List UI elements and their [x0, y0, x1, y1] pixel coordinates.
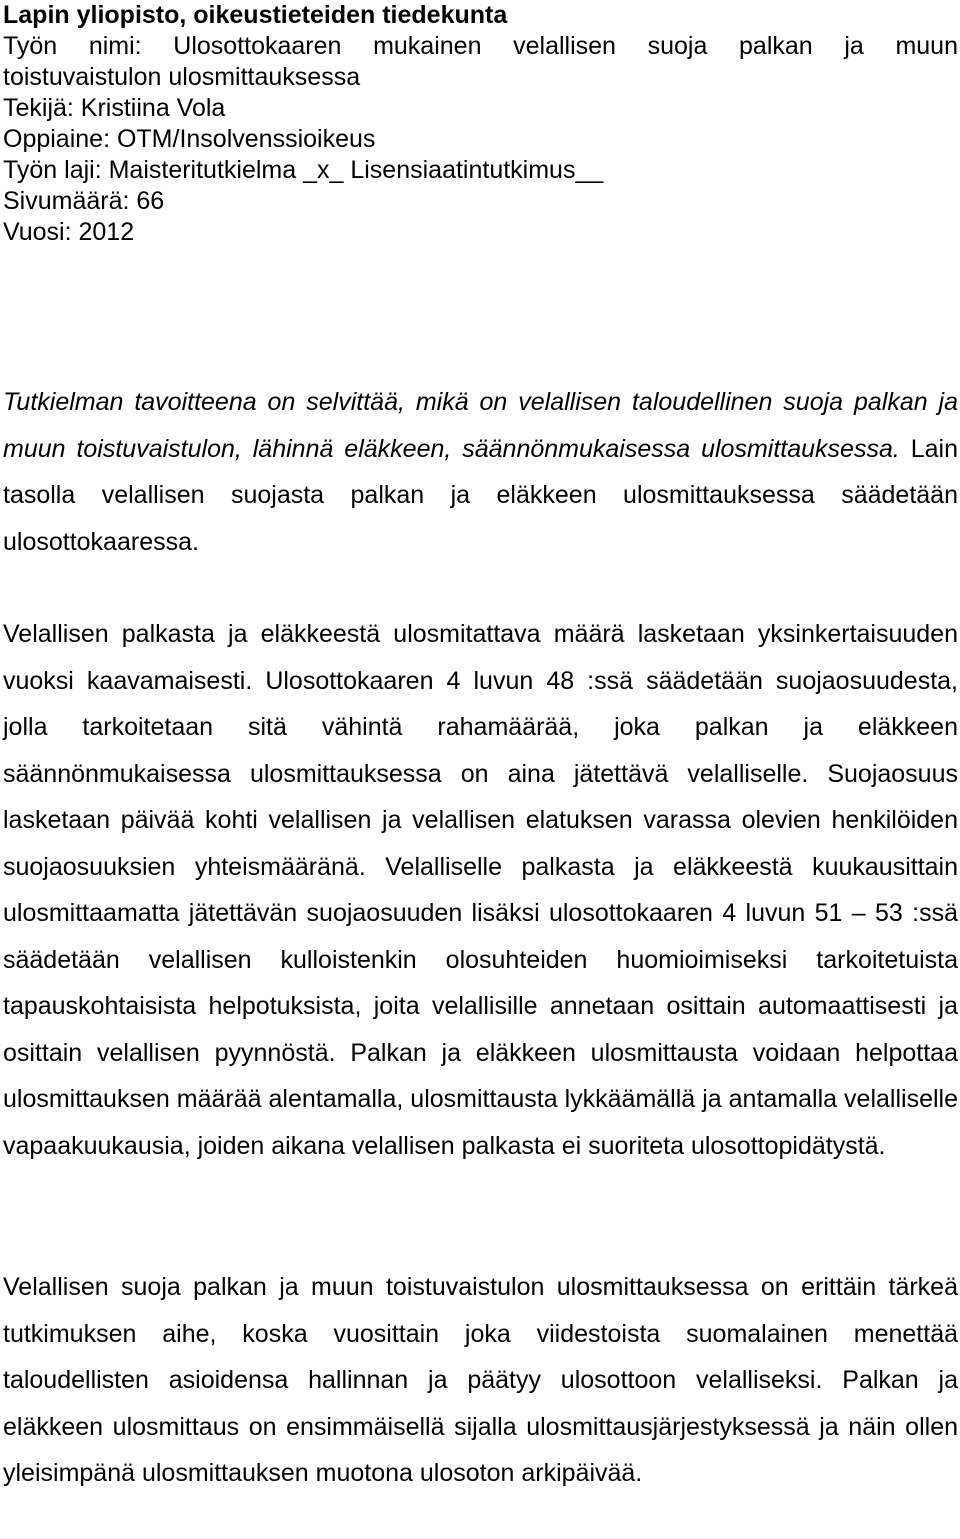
abstract-paragraph-1-rest: Lain tasolla velallisen suojasta palkan ja eläkkeen ulosmittauksessa säädetään ulosottokaaressa.: [3, 434, 958, 556]
page-count-line: Sivumäärä: 66: [3, 187, 165, 215]
abstract-paragraph-1: [3, 379, 958, 565]
subject-line: Oppiaine: OTM/Insolvenssioikeus: [3, 125, 376, 153]
research-aim-italic: Tutkielman tavoitteena on selvittää, mikä on velallisen taloudellinen suoja palkan ja muun toistuvaistulon, lähinnä eläkkeen, säännönmukaisessa ulosmittauksessa.: [3, 388, 958, 463]
work-name-line-2: toistuvaistulon ulosmittauksessa: [3, 63, 361, 91]
year-line: Vuosi: 2012: [3, 218, 135, 246]
work-type-line: Työn laji: Maisteritutkielma _x_ Lisensiaatintutkimus__: [3, 156, 604, 184]
author-line: Tekijä: Kristiina Vola: [3, 94, 226, 122]
work-name-line-1: Työn nimi: Ulosottokaaren mukainen velallisen suoja palkan ja muun: [3, 32, 958, 60]
abstract-paragraph-3: Velallisen suoja palkan ja muun toistuvaistulon ulosmittauksessa on erittäin tärkeä tutkimuksen aihe, koska vuosittain joka viidestoista suomalainen menettää taloudellisten asioidensa hallinnan ja päätyy ulosottoon velalliseksi. Palkan ja eläkkeen ulosmittaus on ensimmäisellä sijalla ulosmittausjärjestyksessä ja näin ollen yleisimpänä ulosmittauksen muotona ulosoton arkipäivää.: [3, 1273, 958, 1487]
abstract-paragraph-2: Velallisen palkasta ja eläkkeestä ulosmitattava määrä lasketaan yksinkertaisuuden vuoksi kaavamaisesti. Ulosottokaaren 4 luvun 48 :ssä säädetään suojaosuudesta, jolla tarkoitetaan sitä vähintä rahamäärää, joka palkan ja eläkkeen säännönmukaisessa ulosmittauksessa on aina jätettävä velalliselle. Suojaosuus lasketaan päivää kohti velallisen ja velallisen elatuksen varassa olevien henkilöiden suojaosuuksien yhteismääränä. Velalliselle palkasta ja eläkkeestä kuukausittain ulosmittaamatta jätettävän suojaosuuden lisäksi ulosottokaaren 4 luvun 51 – 53 :ssä säädetään velallisen kulloistenkin olosuhteiden huomioimiseksi tarkoitetuista tapauskohtaisista helpotuksista, joita velallisille annetaan osittain automaattisesti ja osittain velallisen pyynnöstä. Palkan ja eläkkeen ulosmittausta voidaan helpottaa ulosmittauksen määrää alentamalla, ulosmittausta lykkäämällä ja antamalla velalliselle vapaakuukausia, joiden aikana velallisen palkasta ei suoriteta ulosottopidätystä.: [3, 620, 958, 1160]
faculty-title: Lapin yliopisto, oikeustieteiden tiedekunta: [3, 1, 508, 29]
thesis-info-header: [3, 0, 958, 248]
